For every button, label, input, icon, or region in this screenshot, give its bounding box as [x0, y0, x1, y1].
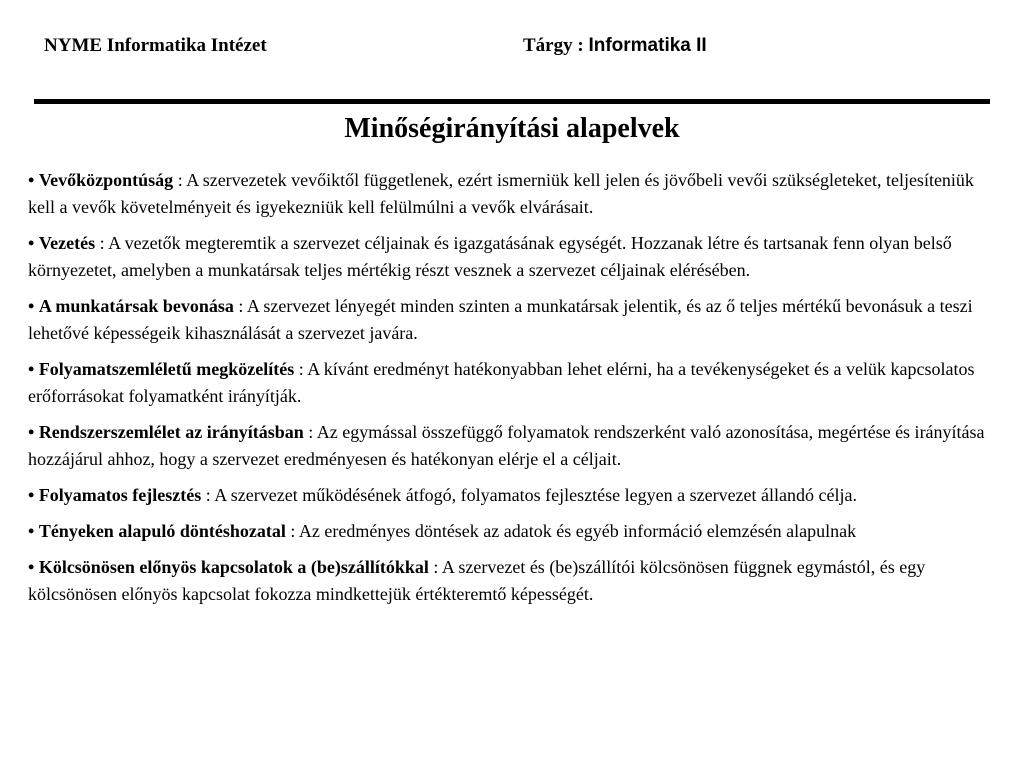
subject-value: Informatika II [588, 35, 707, 56]
principle-term: Kölcsönösen előnyös kapcsolatok a (be)szállítókkal [38, 557, 429, 577]
principles-list [28, 167, 1000, 617]
principle-term: Vevőközpontúság [38, 170, 174, 190]
slide-title: Minőségirányítási alapelvek [344, 113, 680, 144]
bullet-icon: • [28, 557, 35, 577]
slide-header [44, 35, 984, 63]
subject-line [523, 35, 707, 57]
bullet-icon: • [28, 296, 35, 316]
principle-text: : A szervezet működésének átfogó, folyamatos fejlesztése legyen a szervezet állandó célja. [201, 485, 857, 505]
header-divider [34, 99, 990, 104]
bullet-icon: • [28, 170, 35, 190]
principle-text: : A kívánt eredményt hatékonyabban lehet elérni, ha a tevékenységeket és a velük kapcsolatos erőforrásokat folyamatként irányítják. [28, 359, 975, 406]
bullet-icon: • [28, 359, 35, 379]
principle-text: : Az eredményes döntések az adatok és egyéb információ elemzésén alapulnak [285, 521, 857, 541]
principle-term: Tényeken alapuló döntéshozatal [38, 521, 286, 541]
principle-term: Folyamatos fejlesztés [38, 485, 202, 505]
institution-name: NYME Informatika Intézet [44, 35, 267, 56]
bullet-icon: • [28, 521, 35, 541]
bullet-icon: • [28, 485, 35, 505]
principle-term: Rendszerszemlélet az irányításban [38, 422, 304, 442]
principle-text: : A szervezet lényegét minden szinten a munkatársak jelentik, és az ő teljes mértékű bevonásuk a teszi lehetővé képességeik kihasználását a szervezet javára. [28, 296, 973, 343]
principle-term: Vezetés [38, 233, 96, 253]
list-item [28, 356, 1000, 410]
list-item [28, 518, 1000, 545]
subject-label: Tárgy : [523, 35, 584, 56]
list-item [28, 419, 1000, 473]
principle-text: : A vezetők megteremtik a szervezet céljainak és igazgatásának egységét. Hozzanak létre és tartsanak fenn olyan belső környezetet, amelyben a munkatársak teljes mértékig részt vesznek a szervezet céljainak elérésében. [28, 233, 952, 280]
principle-term: A munkatársak bevonása [38, 296, 234, 316]
list-item [28, 167, 1000, 221]
principle-text: : A szervezet és (be)szállítói kölcsönösen függnek egymástól, és egy kölcsönösen előnyös kapcsolat fokozza mindkettejük értékteremtő képességét. [28, 557, 926, 604]
list-item [28, 293, 1000, 347]
principle-text: : Az egymással összefüggő folyamatok rendszerként való azonosítása, megértése és irányítása hozzájárul ahhoz, hogy a szervezet eredményesen és hatékonyan elérje el a céljait. [28, 422, 985, 469]
principle-term: Folyamatszemléletű megközelítés [38, 359, 295, 379]
list-item [28, 554, 1000, 608]
bullet-icon: • [28, 422, 35, 442]
list-item [28, 230, 1000, 284]
bullet-icon: • [28, 233, 35, 253]
principle-text: : A szervezetek vevőiktől függetlenek, ezért ismerniük kell jelen és jövőbeli vevői szükségleteket, teljesíteniük kell a vevők követelményeit és igyekezniük kell felülmúlni a vevők elvárásait. [28, 170, 974, 217]
list-item [28, 482, 1000, 509]
